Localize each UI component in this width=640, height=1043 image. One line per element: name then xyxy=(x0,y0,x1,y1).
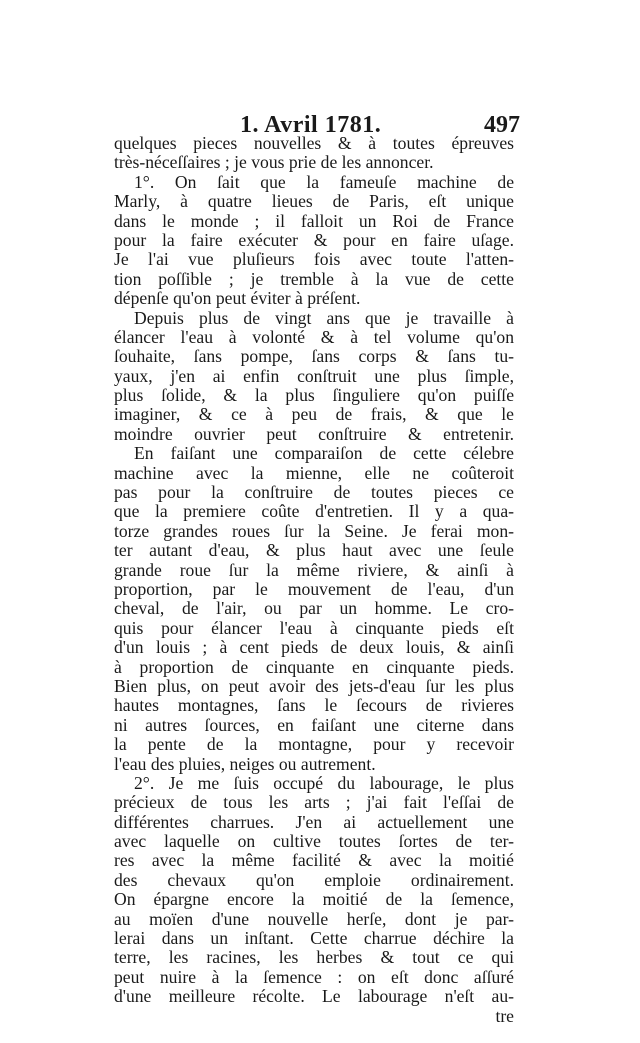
text-line: terre, les racines, les herbes & tout ce qui xyxy=(114,947,514,968)
text-line: res avec la même facilité & avec la moitié xyxy=(114,850,514,871)
text-line: yaux, j'en ai enfin conſtruit une plus ſimple, xyxy=(114,365,514,386)
text-line: très-néceſſaires ; je vous prie de les annoncer. xyxy=(114,152,434,173)
text-line: pas pour la conſtruire de toutes pieces ce xyxy=(114,482,514,503)
text-line: l'eau des pluies, neiges ou autrement. xyxy=(114,753,376,774)
text-line: proportion, par le mouvement de l'eau, d'un xyxy=(114,578,514,599)
page-number: 497 xyxy=(484,112,520,138)
catchword: tre xyxy=(495,1005,514,1026)
text-line: dans le monde ; il falloit un Roi de France xyxy=(114,210,514,231)
text-line: On épargne encore la moitié de la ſemence, xyxy=(114,889,514,910)
text-line: élancer l'eau à volonté & à tel volume qu'on xyxy=(114,326,514,347)
text-line: quis pour élancer l'eau à cinquante pieds eſt xyxy=(114,617,514,638)
text-line: avec laquelle on cultive toutes ſortes de ter- xyxy=(114,831,514,852)
text-line: dépenſe qu'on peut éviter à préſent. xyxy=(114,288,361,309)
text-line: ſouhaite, ſans pompe, ſans corps & ſans tu- xyxy=(114,346,514,367)
text-line: Marly, à quatre lieues de Paris, eſt unique xyxy=(114,191,514,212)
text-line: la pente de la montagne, pour y recevoir xyxy=(114,734,514,755)
text-line: pour la faire exécuter & pour en faire uſage. xyxy=(114,229,514,250)
text-line: quelques pieces nouvelles & à toutes épreuves xyxy=(114,133,514,153)
text-line: à proportion de cinquante en cinquante pieds. xyxy=(114,656,514,677)
text-line: Je l'ai vue pluſieurs fois avec toute l'atten- xyxy=(114,249,514,270)
text-line: plus ſolide, & la plus ſinguliere qu'on puiſſe xyxy=(114,385,514,406)
text-line: peut nuire à la ſemence : on eſt donc aſſuré xyxy=(114,966,514,987)
text-line: torze grandes roues ſur la Seine. Je ferai mon- xyxy=(114,520,514,541)
text-line: grande roue ſur la même riviere, & ainſi à xyxy=(114,559,514,580)
text-line: Bien plus, on peut avoir des jets-d'eau ſur les plus xyxy=(114,675,514,696)
text-line: lerai dans un inſtant. Cette charrue déchire la xyxy=(114,928,514,949)
text-line: 2°. Je me ſuis occupé du labourage, le plus xyxy=(134,772,514,793)
text-line: tion poſſible ; je tremble à la vue de cette xyxy=(114,268,514,289)
text-line: précieux de tous les arts ; j'ai fait l'eſſai de xyxy=(114,792,514,813)
text-line: d'un louis ; à cent pieds de deux louis, & ainſi xyxy=(114,637,514,658)
text-line: cheval, de l'air, ou par un homme. Le cro- xyxy=(114,598,514,619)
text-line: au moïen d'une nouvelle herſe, dont je par- xyxy=(114,908,514,929)
text-line: ni autres ſources, en faiſant une citerne dans xyxy=(114,714,514,735)
text-line: machine avec la mienne, elle ne coûteroit xyxy=(114,462,514,483)
text-line: que la premiere coûte d'entretien. Il y a qua- xyxy=(114,501,514,522)
text-line: En faiſant une comparaiſon de cette célebre xyxy=(134,443,514,464)
text-line: 1°. On ſait que la fameuſe machine de xyxy=(134,171,514,192)
header-date: 1. Avril 1781. xyxy=(240,112,382,138)
text-line: hautes montagnes, ſans le ſecours de rivieres xyxy=(114,695,514,716)
text-line: ter autant d'eau, & plus haut avec une ſeule xyxy=(114,540,514,561)
text-line: moindre ouvrier peut conſtruire & entretenir. xyxy=(114,423,514,444)
text-line: Depuis plus de vingt ans que je travaille à xyxy=(134,307,514,328)
text-line: d'une meilleure récolte. Le labourage n'eſt au- xyxy=(114,986,514,1007)
body-text xyxy=(114,134,514,1026)
text-line: des chevaux qu'on emploie ordinairement. xyxy=(114,869,514,890)
text-line: imaginer, & ce à peu de frais, & que le xyxy=(114,404,514,425)
text-line: différentes charrues. J'en ai actuellement une xyxy=(114,811,514,832)
